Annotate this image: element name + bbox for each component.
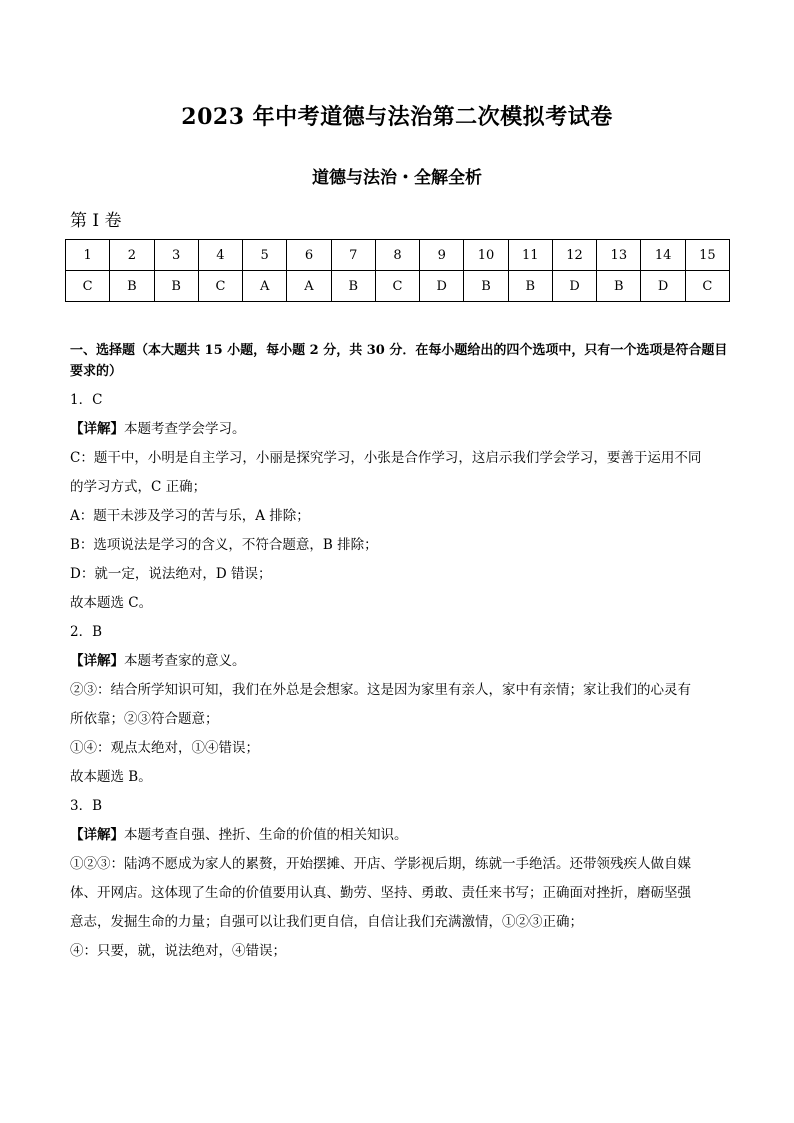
detail-text: 本题考查家的意义。 xyxy=(124,653,246,669)
document-title: 2023 年中考道德与法治第二次模拟考试卷 xyxy=(181,104,613,130)
question-number-cell: 6 xyxy=(287,240,331,271)
detail-tag: 【详解】 xyxy=(70,653,124,669)
question-number-cell: 10 xyxy=(464,240,508,271)
question-number-cell: 8 xyxy=(375,240,419,271)
analysis-line: ④：只要，就，说法绝对，④错误； xyxy=(70,943,286,959)
question-number-cell: 11 xyxy=(508,240,552,271)
answer-cell: D xyxy=(552,271,596,302)
detail-text: 本题考查自强、挫折、生命的价值的相关知识。 xyxy=(124,827,408,843)
detail-tag: 【详解】 xyxy=(70,827,124,843)
answer-table-answer-row xyxy=(66,271,730,302)
analysis-line: 所依靠；②③符合题意； xyxy=(70,711,219,727)
analysis-line: ①②③：陆鸿不愿成为家人的累赘，开始摆摊、开店、学影视后期，练就一手绝活。还带领残疾人做自媒 xyxy=(70,856,691,872)
analysis-line: C：题干中，小明是自主学习，小丽是探究学习，小张是合作学习，这启示我们学会学习，要善于运用不同 xyxy=(70,450,702,466)
analysis-line: 意志，发掘生命的力量；自强可以让我们更自信，自信让我们充满激情，①②③正确； xyxy=(70,914,583,930)
question-number-cell: 3 xyxy=(154,240,198,271)
answer-cell: D xyxy=(641,271,685,302)
analysis-line: A：题干未涉及学习的苦与乐，A 排除； xyxy=(70,508,310,524)
analysis-content xyxy=(70,340,730,966)
detail-line xyxy=(70,821,730,850)
analysis-line: 的学习方式，C 正确； xyxy=(70,479,207,495)
question-number-cell: 4 xyxy=(198,240,242,271)
answer-cell: D xyxy=(420,271,464,302)
section-heading: 一、选择题（本大题共 15 小题，每小题 2 分，共 30 分．在每小题给出的四个选项中，只有一个选项是符合题目要求的） xyxy=(70,343,728,379)
answer-cell: B xyxy=(464,271,508,302)
analysis-line: ②③：结合所学知识可知，我们在外总是会想家。这是因为家里有亲人，家中有亲情；家让我们的心灵有 xyxy=(70,682,691,698)
question-number-cell: 13 xyxy=(597,240,641,271)
analysis-line: 体、开网店。这体现了生命的价值要用认真、勤劳、坚持、勇敢、责任来书写；正确面对挫折，磨砺坚强 xyxy=(70,885,691,901)
question-block xyxy=(70,386,730,618)
answer-cell: C xyxy=(66,271,110,302)
question-number-cell: 15 xyxy=(685,240,729,271)
answer-cell: C xyxy=(375,271,419,302)
detail-tag: 【详解】 xyxy=(70,421,124,437)
question-number: 2．B xyxy=(70,624,103,640)
answer-cell: B xyxy=(508,271,552,302)
detail-text: 本题考查学会学习。 xyxy=(124,421,246,437)
detail-line xyxy=(70,647,730,676)
question-number-cell: 9 xyxy=(420,240,464,271)
analysis-line: 故本题选 B。 xyxy=(70,769,152,785)
answer-cell: C xyxy=(198,271,242,302)
answer-table xyxy=(65,239,730,302)
answer-cell: B xyxy=(331,271,375,302)
analysis-line: 故本题选 C。 xyxy=(70,595,153,611)
document-subtitle: 道德与法治・全解全析 xyxy=(312,168,482,188)
section-heading-block xyxy=(70,340,730,382)
question-number-cell: 1 xyxy=(66,240,110,271)
detail-line xyxy=(70,415,730,444)
question-number: 3．B xyxy=(70,798,103,814)
analysis-line: ①④：观点太绝对，①④错误； xyxy=(70,740,259,756)
question-number-cell: 14 xyxy=(641,240,685,271)
question-block xyxy=(70,792,730,966)
answer-cell: B xyxy=(154,271,198,302)
answer-cell: B xyxy=(110,271,154,302)
question-number-cell: 2 xyxy=(110,240,154,271)
answer-table-number-row xyxy=(66,240,730,271)
volume-label: 第 I 卷 xyxy=(70,211,122,231)
question-number-cell: 5 xyxy=(243,240,287,271)
answer-cell: B xyxy=(597,271,641,302)
question-number-cell: 12 xyxy=(552,240,596,271)
answer-cell: C xyxy=(685,271,729,302)
question-number-cell: 7 xyxy=(331,240,375,271)
question-block xyxy=(70,618,730,792)
analysis-line: B：选项说法是学习的含义，不符合题意，B 排除； xyxy=(70,537,378,553)
question-number: 1．C xyxy=(70,392,103,408)
answer-cell: A xyxy=(287,271,331,302)
answer-cell: A xyxy=(243,271,287,302)
analysis-line: D：就一定，说法绝对，D 错误； xyxy=(70,566,272,582)
